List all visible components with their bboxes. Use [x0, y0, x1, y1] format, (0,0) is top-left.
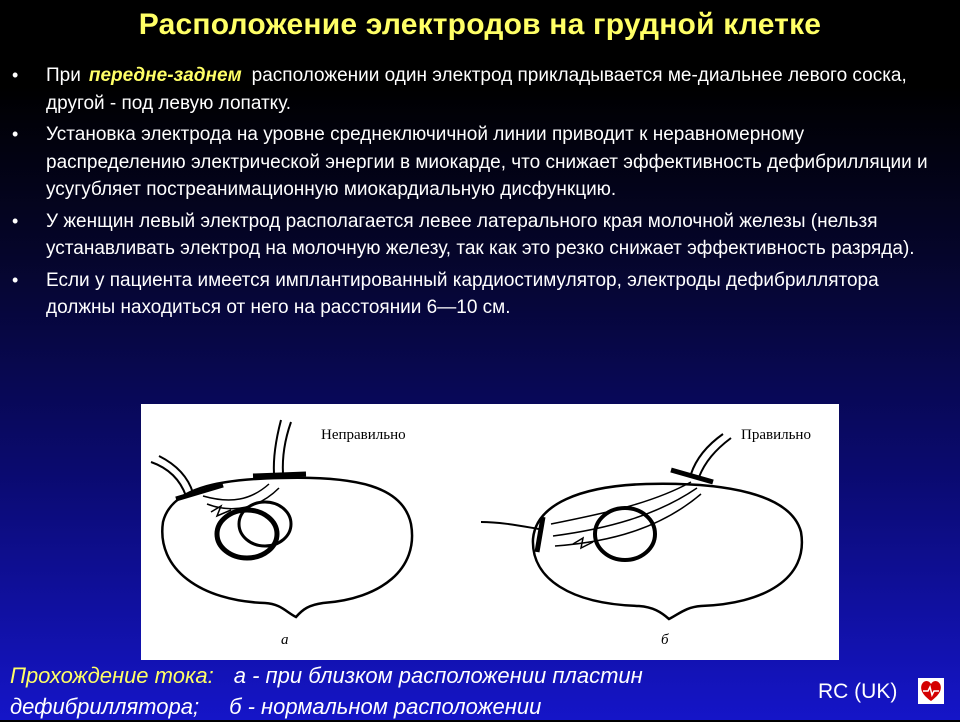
right-cable-left [481, 522, 539, 529]
right-cable-top-2 [699, 438, 731, 477]
left-chest-outline [162, 478, 412, 617]
caption-line-2 [10, 691, 810, 722]
bullet-text: У женщин левый электрод располагается левее латерального края молочной железы (нельзя устанавливать электрод на молочную железу, так как это резко снижает эффективность разряда). [46, 210, 915, 259]
left-pacemaker-ring [217, 510, 277, 558]
bullet-dot-icon: • [12, 210, 19, 231]
caption-lead: Прохождение тока: [10, 663, 214, 688]
bullet-text: расположении один электрод прикладывается ме-диальнее левого соска, другой - под левую лопатку. [46, 65, 907, 114]
caption-text: дефибриллятора; [10, 694, 200, 719]
right-cable-top [691, 434, 723, 474]
left-plate-top [253, 474, 306, 476]
bullet-text: Если у пациента имеется имплантированный кардиостимулятор, электроды дефибриллятора должны находиться от него на расстоянии 6—10 см. [46, 269, 879, 318]
bullet-dot-icon: • [12, 65, 19, 85]
bullet-item [10, 208, 940, 263]
left-cable-left [151, 462, 186, 496]
bullet-item [10, 267, 940, 322]
left-label: Неправильно [321, 427, 406, 443]
left-cable-top [274, 420, 281, 474]
right-chest-diagram [481, 434, 802, 619]
left-chest-diagram [151, 420, 412, 617]
bullet-dot-icon: • [12, 269, 19, 290]
left-cable-left-2 [159, 456, 193, 493]
bullet-item [10, 121, 940, 204]
bullet-list [10, 62, 940, 326]
bullet-text: Установка электрода на уровне среднеключичной линии приводит к неравномерному распределению электрической энергии в миокарде, что снижает эффективность дефибрилляции и усугубляет постреанимационную миокардиальную дисфункцию. [46, 124, 928, 200]
left-cable-top-2 [283, 422, 291, 474]
caption-line-1 [10, 660, 810, 691]
bullet-dot-icon: • [12, 124, 19, 144]
electrode-diagram [141, 404, 839, 660]
figure-caption [10, 660, 810, 722]
caption-text: а - при близком расположении пластин [233, 663, 643, 688]
slide-title: Расположение электродов на грудной клетке [138, 8, 822, 41]
left-letter: а [281, 632, 289, 648]
bullet-text: При [46, 65, 81, 86]
right-label: Правильно [741, 427, 811, 443]
left-pacemaker-ring-2 [239, 502, 291, 546]
heart-logo-icon [917, 676, 945, 706]
right-letter: б [661, 632, 669, 648]
highlight-text: передне-заднем [88, 65, 242, 86]
electrode-figure [141, 404, 839, 660]
bullet-item [10, 62, 940, 117]
org-label: RC (UK) [818, 680, 898, 703]
caption-text: б - нормальном расположении [229, 694, 542, 719]
